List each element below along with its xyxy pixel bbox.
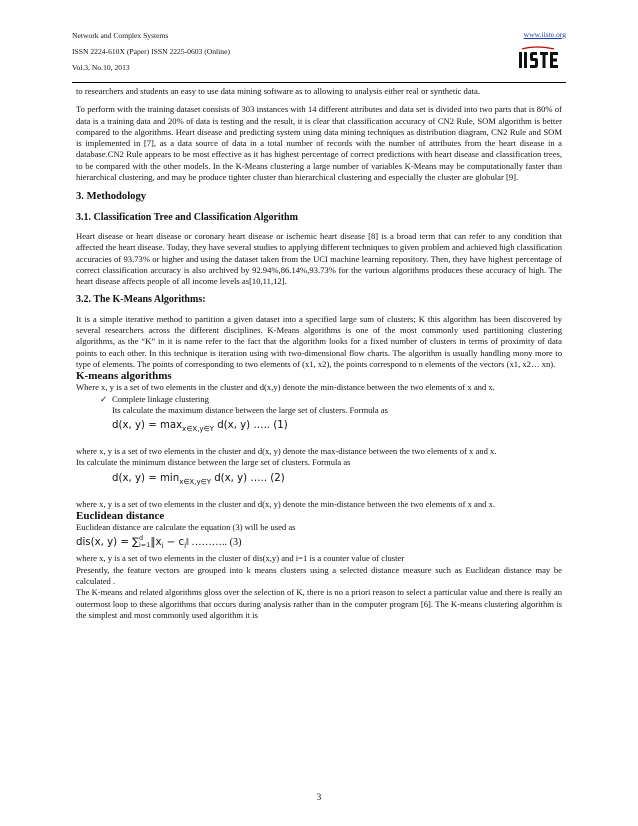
heading-classification-tree: 3.1. Classification Tree and Classification Algorithm bbox=[76, 211, 298, 223]
page-number: 3 bbox=[316, 792, 322, 802]
paragraph-max-distance: Its calculate the maximum distance between the large set of clusters. Formula as bbox=[112, 404, 388, 415]
formula-3-norm-close: ‖ ……….. (3) bbox=[186, 537, 242, 549]
heading-methodology: 3. Methodology bbox=[76, 191, 147, 203]
heading-kmeans-algorithms: K-means algorithms bbox=[76, 370, 172, 383]
issn-line: ISSN 2224-610X (Paper) ISSN 2225-0603 (Online) bbox=[72, 47, 230, 56]
formula-1 bbox=[112, 419, 562, 436]
formula-2 bbox=[112, 472, 562, 489]
formula-3-lhs: dis(x, y) = ∑ bbox=[76, 537, 139, 549]
paragraph-related-algorithms: The K-means and related algorithms gloss over the selection of K, there is no a priori reason to select a particular value and there is really an outermost loop to these algorithms that occurs during analysis rather than in the computer program [6]. The K-means clustering algorithm is the simplest and most commonly used algorithm it is bbox=[76, 587, 562, 620]
heading-euclidean: Euclidean distance bbox=[76, 510, 165, 523]
journal-url-link[interactable]: www.iiste.org bbox=[523, 30, 566, 39]
paragraph-where-1: Where x, y is a set of two elements in the cluster and d(x,y) denote the min-distance between the two elements of x and x. bbox=[76, 382, 495, 393]
article-body bbox=[76, 86, 562, 621]
formula-1-rhs: d(x, y) ….. (1) bbox=[213, 420, 288, 432]
formula-3 bbox=[76, 535, 562, 553]
formula-2-rhs: d(x, y) ….. (2) bbox=[210, 472, 285, 484]
formula-3-minus-c: − c bbox=[163, 537, 185, 549]
formula-3-c-subscript: i bbox=[184, 542, 187, 551]
bullet-label: Complete linkage clustering bbox=[112, 393, 209, 404]
paragraph-where-3: where x, y is a set of two elements in the cluster and d(x, y) denote the min-distance between the two elements of x and x. bbox=[76, 498, 496, 509]
paragraph-where-4: where x, y is a set of two elements in the cluster of dis(x,y) and i=1 is a counter value of cluster bbox=[76, 553, 405, 564]
volume-line: Vol.3, No.10, 2013 bbox=[72, 63, 130, 72]
formula-3-norm-open: ‖x bbox=[150, 537, 162, 549]
formula-1-subscript: x∈X,y∈Y bbox=[182, 425, 214, 434]
formula-1-lhs: d(x, y) = max bbox=[112, 420, 183, 432]
journal-name: Network and Complex Systems bbox=[72, 31, 169, 40]
formula-2-lhs: d(x, y) = min bbox=[112, 472, 180, 484]
heading-kmeans: 3.2. The K-Means Algorithms: bbox=[76, 294, 206, 306]
paragraph-min-distance: Its calculate the minimum distance between the large set of clusters. Formula as bbox=[76, 457, 351, 468]
paragraph-kmeans: It is a simple iterative method to partition a given dataset into a specified large sum of clusters; K this algorithm has been discovered by several researchers across the different disciplines. K-Means algorithms is one of the most commonly used partitioning clustering algorithms, as the “K” in it is name refer to the fact that the algorithm looks for a fixed number of clusters in terms of proximity of data points to each other. In this technique is iteration using with two-dimensional flow charts. The algorithm is usually handling mony more to type of elements. The points of corresponding to two elements of (x1, x2), the points correspond to n elements of the vectors (x1, x2… xn). bbox=[76, 313, 562, 369]
paragraph-heart-disease: Heart disease or heart disease or coronary heart disease or ischemic heart disease [8] is a broad term that can refer to any condition that affected the heart disease. Today, they have several studies to applying different techniques to given problem and achieved high classification accuracies of 93.73% or higher and using the dataset taken from the UCI machine learning repository. Then, they have highest percentage of correct classification accuracy is also archived by 92.94%,86.14%,93.73% for the various algorithms produces these accuracy of high. The heart disease affects people of all income levels as[10,11,12]. bbox=[76, 230, 562, 287]
iiste-logo bbox=[516, 46, 560, 70]
bullet-complete-linkage bbox=[100, 394, 562, 405]
formula-2-subscript: x∈X,y∈Y bbox=[179, 477, 211, 486]
header-divider bbox=[72, 82, 566, 83]
formula-3-sum-lower: i=1 bbox=[138, 541, 151, 550]
formula-3-x-subscript: i bbox=[161, 542, 164, 551]
paragraph-presently: Presently, the feature vectors are grouped into k means clusters using a selected distance measure such as Euclidean distance may be calculated . bbox=[76, 564, 562, 586]
paragraph-training: To perform with the training dataset consists of 303 instances with 14 different attributes and data set is divided into two parts that is 80% of data is a training data and 20% of data is testing and the result, it is clear that classification accuracy of CN2 Rule, SOM algorithm is better compared to the algorithms. Heart disease and predicting system using data mining techniques as distribution diagram, CN2 Rule and SOM is implemented in [7], as a data source of data in a total number of records with the number of attributes from the heart disease in a database.CN2 Rule appears to be most effective as it has highest percentage of correct predictions with heart disease and classification trees, to be compared with the other models. In the K-Means clustering a large number of variables K-Means may be computationally faster than hierarchical clustering, and may be produce tighter cluster than hierarchical clustering and especially the cluster are globular [9]. bbox=[76, 104, 562, 183]
paragraph-euclidean-intro: Euclidean distance are calculate the equation (3) will be used as bbox=[76, 522, 296, 533]
paragraph-where-2: where x, y is a set of two elements in the cluster and d(x, y) denote the max-distance between the two elements of x and x. bbox=[76, 446, 497, 457]
checkmark-icon: ✓ bbox=[100, 393, 108, 404]
paragraph-continued: to researchers and students an easy to use data mining software as to allowing to analysis either real or synthetic data. bbox=[76, 86, 481, 96]
formula-3-sum-upper: d bbox=[138, 534, 144, 543]
